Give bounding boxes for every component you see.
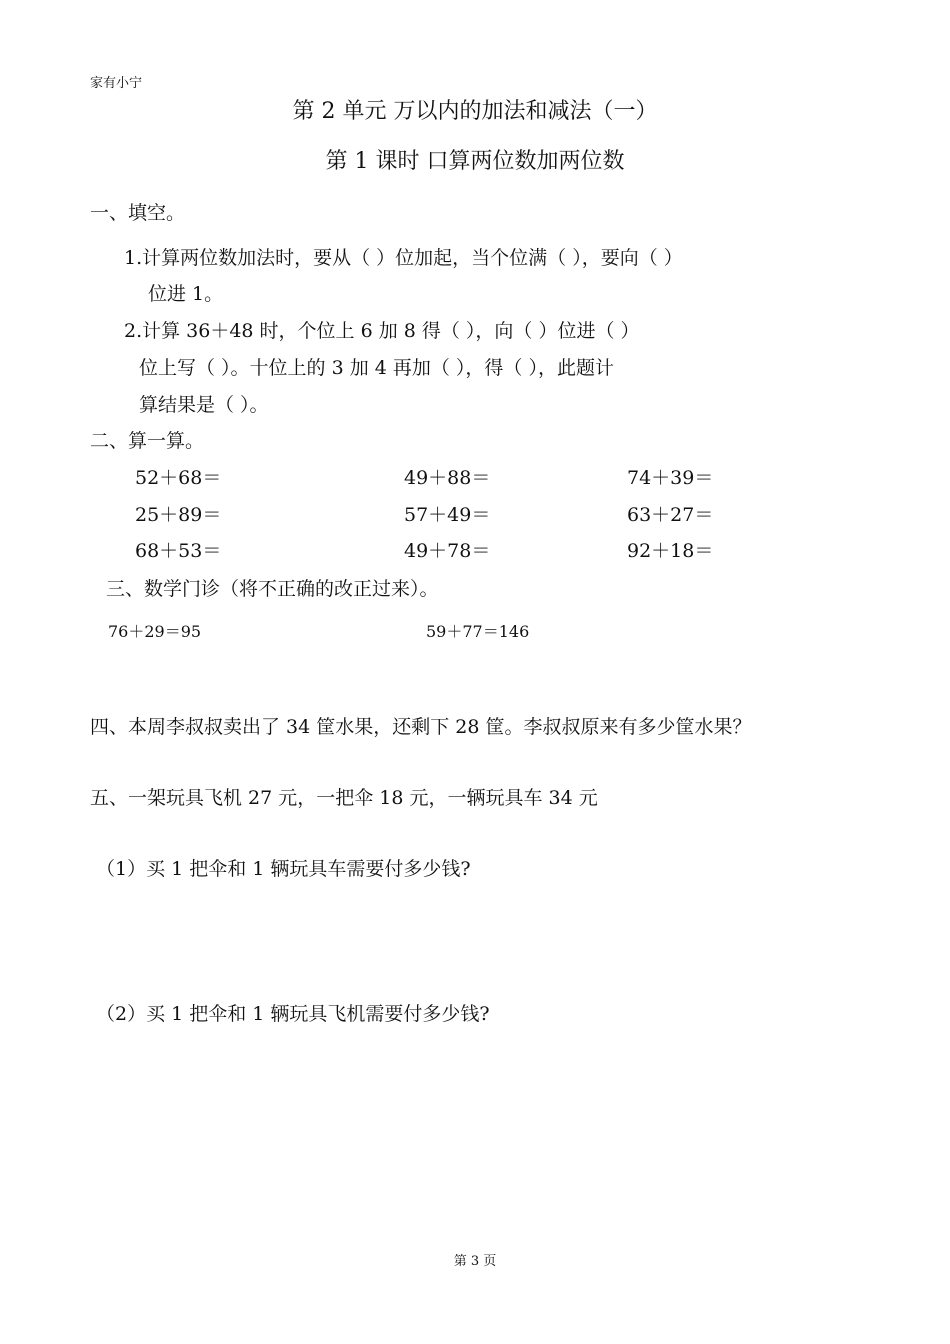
header-note: 家有小宁 bbox=[90, 76, 143, 91]
q2-line3: 算结果是（ ）。 bbox=[139, 394, 269, 416]
q1-line2: 位进 1。 bbox=[148, 283, 224, 305]
section3-heading: 三、数学门诊（将不正确的改正过来）。 bbox=[106, 578, 439, 600]
section2-heading: 二、算一算。 bbox=[90, 430, 205, 452]
calc-item: 63＋27＝ bbox=[627, 504, 714, 526]
calc-item: 25＋89＝ bbox=[135, 504, 222, 526]
q2-line1: 2.计算 36＋48 时，个位上 6 加 8 得（ ），向（ ）位进（ ） bbox=[124, 320, 640, 342]
calc-item: 49＋78＝ bbox=[404, 540, 491, 562]
section5-text: 五、一架玩具飞机 27 元，一把伞 18 元，一辆玩具车 34 元 bbox=[90, 787, 598, 809]
calc-item: 74＋39＝ bbox=[627, 467, 714, 489]
page-number: 第 3 页 bbox=[453, 1254, 497, 1269]
section1-heading: 一、填空。 bbox=[90, 202, 186, 224]
calc-item: 52＋68＝ bbox=[135, 467, 222, 489]
q1-line1: 1.计算两位数加法时，要从（ ）位加起，当个位满（ ），要向（ ） bbox=[124, 247, 683, 269]
calc-item: 68＋53＝ bbox=[135, 540, 222, 562]
unit-title: 第 2 单元 万以内的加法和减法（一） bbox=[292, 99, 658, 124]
section5-q1: （1）买 1 把伞和 1 辆玩具车需要付多少钱? bbox=[96, 858, 471, 880]
q2-line2: 位上写（ ）。十位上的 3 加 4 再加（ ），得（ ），此题计 bbox=[139, 357, 614, 379]
calc-item: 49＋88＝ bbox=[404, 467, 491, 489]
calc-item: 92＋18＝ bbox=[627, 540, 714, 562]
section4-text: 四、本周李叔叔卖出了 34 筐水果，还剩下 28 筐。李叔叔原来有多少筐水果？ bbox=[90, 716, 752, 738]
diagnosis-item: 59＋77＝146 bbox=[426, 622, 530, 641]
section5-q2: （2）买 1 把伞和 1 辆玩具飞机需要付多少钱? bbox=[96, 1003, 490, 1025]
calc-item: 57＋49＝ bbox=[404, 504, 491, 526]
lesson-title: 第 1 课时 口算两位数加两位数 bbox=[325, 149, 625, 174]
diagnosis-item: 76＋29＝95 bbox=[108, 622, 202, 641]
